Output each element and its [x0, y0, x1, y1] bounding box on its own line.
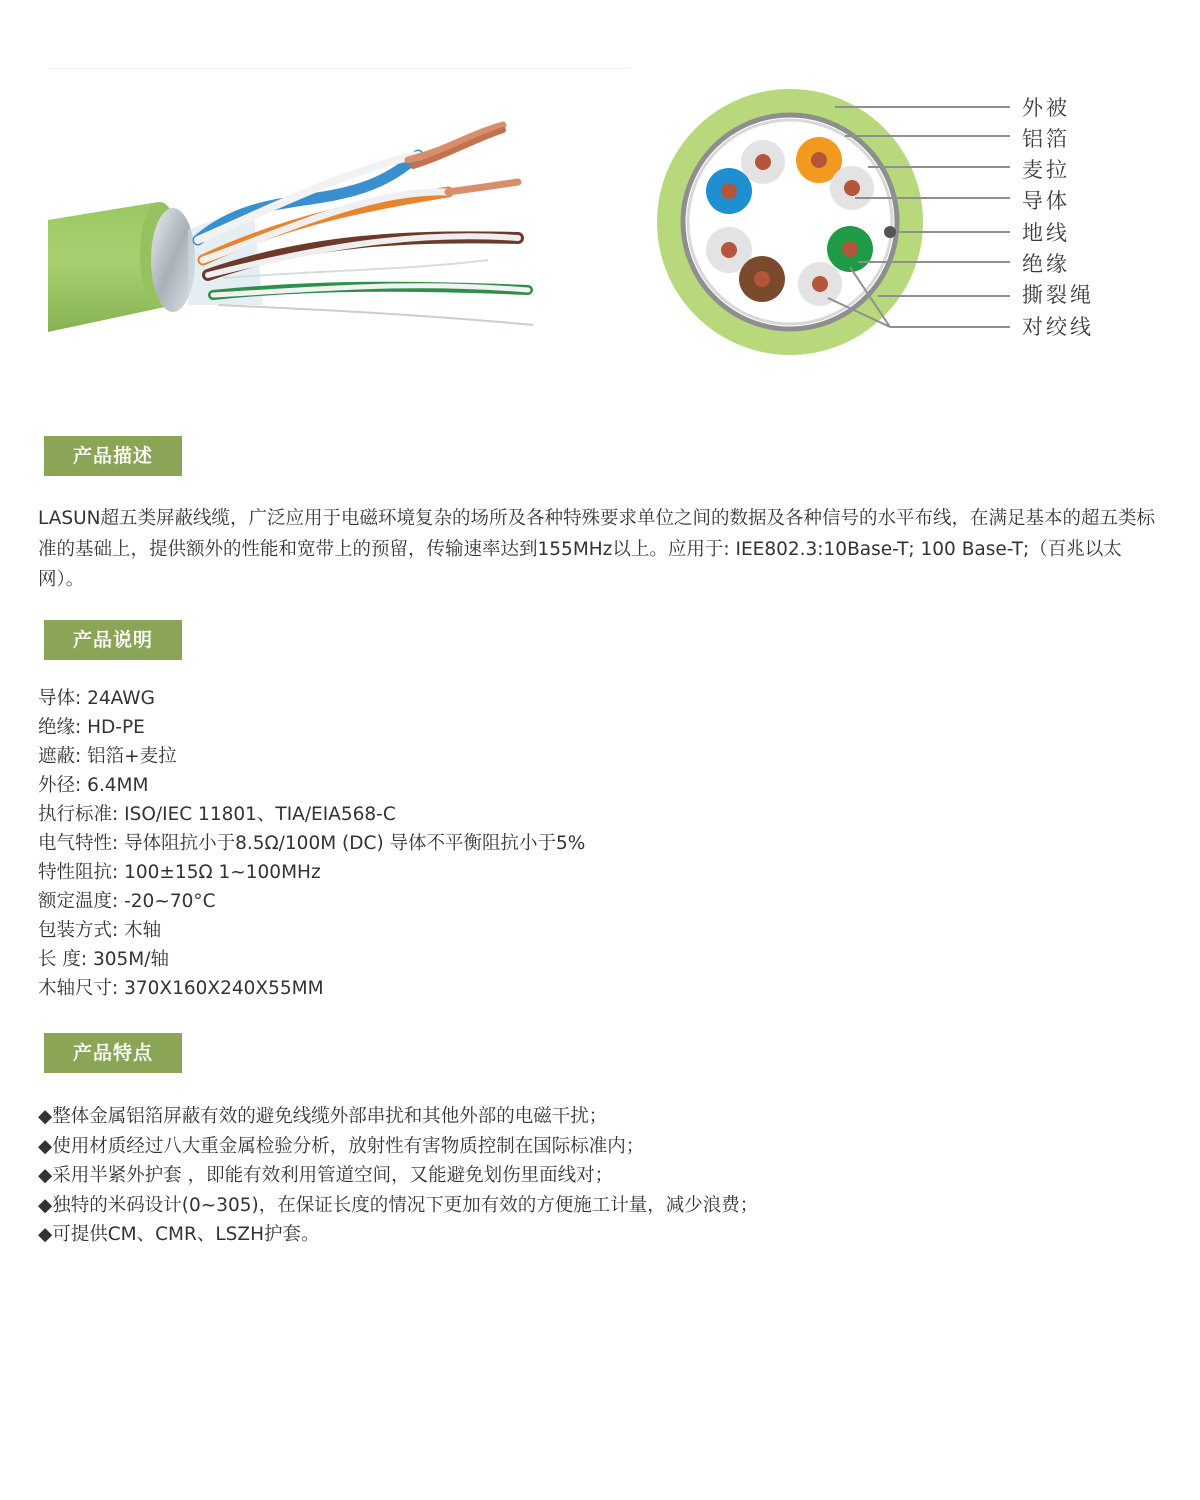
spec-item: 特性阻抗: 100±15Ω 1~100MHz [38, 862, 321, 883]
label-jacket: 外被 [1022, 96, 1070, 120]
feature-item: ◆采用半紧外护套 ，即能有效利用管道空间，又能避免划伤里面线对； [38, 1165, 614, 1186]
label-twisted-pair: 对绞线 [1022, 315, 1094, 339]
spec-item: 木轴尺寸: 370X160X240X55MM [38, 978, 324, 999]
cross-section-diagram [650, 82, 1190, 367]
feature-list [38, 1102, 758, 1250]
spec-item: 执行标准: ISO/IEC 11801、TIA/EIA568-C [38, 804, 396, 825]
label-ripcord: 撕裂绳 [1022, 283, 1094, 307]
section-header-features: 产品特点 [44, 1033, 182, 1073]
cable-photo [48, 110, 548, 340]
feature-item: ◆独特的米码设计(0~305)，在保证长度的情况下更加有效的方便施工计量，减少浪费； [38, 1194, 759, 1216]
spec-item: 导体: 24AWG [38, 688, 155, 709]
description-text: LASUN超五类屏蔽线缆，广泛应用于电磁环境复杂的场所及各种特殊要求单位之间的数据及各种信号的水平布线，在满足基本的超五类标准的基础上，提供额外的性能和宽带上的预留，传输速率达到155MHz以上。应用于: IEE802.3:10Base-T; 100 Base-T;（百兆以太网）。 [38, 508, 1156, 590]
spec-list [38, 684, 585, 1003]
section-header-description: 产品描述 [44, 436, 182, 476]
label-aluminum-foil: 铝箔 [1022, 127, 1070, 151]
feature-item: ◆整体金属铝箔屏蔽有效的避免线缆外部串扰和其他外部的电磁干扰； [38, 1106, 608, 1127]
section-header-specs: 产品说明 [44, 620, 182, 660]
spec-item: 额定温度: -20~70°C [38, 891, 216, 912]
spec-item: 包装方式: 木轴 [38, 920, 162, 941]
label-conductor: 导体 [1022, 189, 1070, 213]
spec-item: 长 度: 305M/轴 [38, 949, 169, 970]
spec-item: 遮蔽: 铝箔+麦拉 [38, 746, 177, 767]
spec-item: 外径: 6.4MM [38, 775, 149, 796]
feature-item: ◆使用材质经过八大重金属检验分析，放射性有害物质控制在国际标准内； [38, 1135, 645, 1157]
label-mylar: 麦拉 [1022, 158, 1070, 182]
label-drain-wire: 地线 [1022, 221, 1070, 245]
label-insulation: 绝缘 [1022, 252, 1070, 276]
spec-item: 绝缘: HD-PE [38, 717, 145, 738]
top-divider [48, 68, 630, 69]
spec-item: 电气特性: 导体阻抗小于8.5Ω/100M (DC) 导体不平衡阻抗小于5% [38, 833, 586, 854]
feature-item: ◆可提供CM、CMR、LSZH护套。 [38, 1224, 320, 1245]
